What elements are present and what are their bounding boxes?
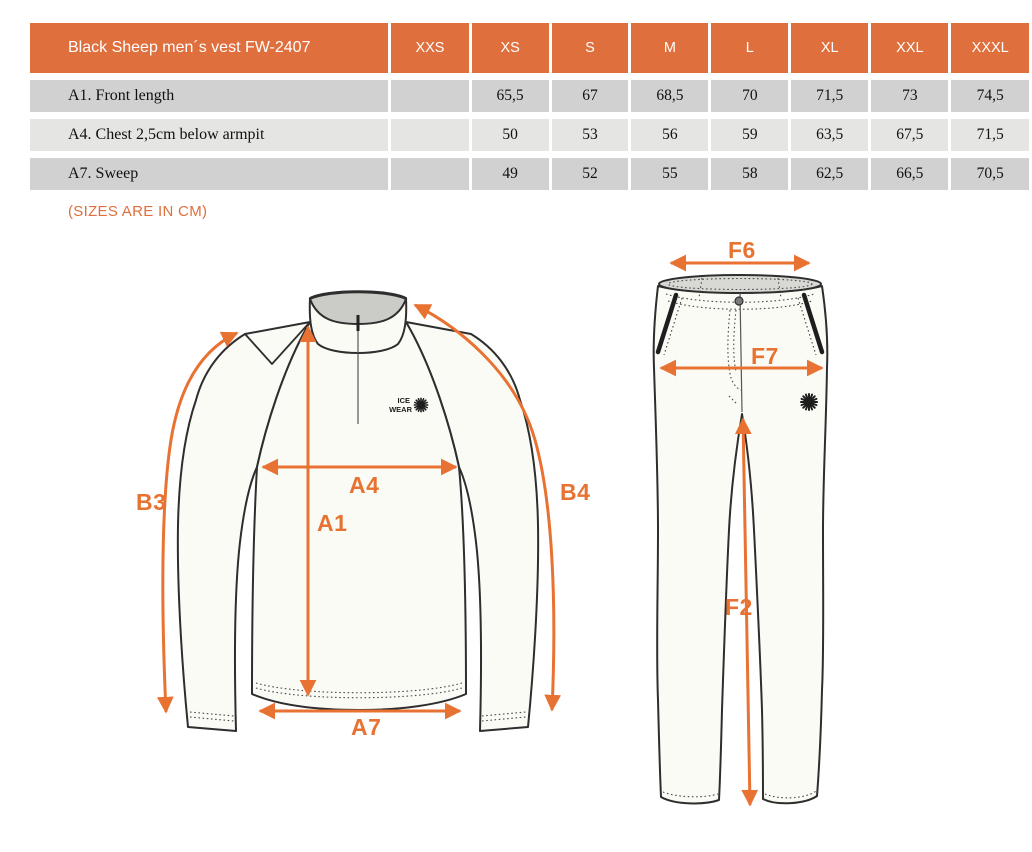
cell: 71,5	[791, 80, 868, 112]
units-note: (SIZES ARE IN CM)	[68, 203, 208, 220]
label-a1: A1	[317, 510, 348, 536]
label-a7: A7	[351, 714, 382, 740]
col-header-s: S	[552, 23, 629, 73]
cell: 58	[711, 158, 788, 190]
cell: 74,5	[951, 80, 1029, 112]
col-header-xxs: XXS	[391, 23, 468, 73]
col-header-l: L	[711, 23, 788, 73]
col-header-xl: XL	[791, 23, 868, 73]
cell: 62,5	[791, 158, 868, 190]
row-label: A4. Chest 2,5cm below armpit	[30, 119, 388, 151]
cell: 71,5	[951, 119, 1029, 151]
svg-text:ICE: ICE	[397, 396, 410, 405]
col-header-xxl: XXL	[871, 23, 948, 73]
label-f6: F6	[728, 237, 756, 263]
cell: 50	[472, 119, 549, 151]
cell: 59	[711, 119, 788, 151]
cell: 67,5	[871, 119, 948, 151]
col-header-xs: XS	[472, 23, 549, 73]
snowflake-icon	[414, 398, 427, 411]
waist-button	[735, 297, 743, 305]
cell: 55	[631, 158, 708, 190]
label-a4: A4	[349, 472, 380, 498]
svg-text:WEAR: WEAR	[389, 405, 412, 414]
row-label: A1. Front length	[30, 80, 388, 112]
cell: 70,5	[951, 158, 1029, 190]
cell: 63,5	[791, 119, 868, 151]
col-header-m: M	[631, 23, 708, 73]
cell: 53	[552, 119, 629, 151]
row-label: A7. Sweep	[30, 158, 388, 190]
label-b4: B4	[560, 479, 591, 505]
cell: 49	[472, 158, 549, 190]
label-f2: F2	[725, 594, 753, 620]
cell: 56	[631, 119, 708, 151]
cell: 67	[552, 80, 629, 112]
table-title: Black Sheep men´s vest FW-2407	[30, 23, 388, 73]
snowflake-icon	[801, 394, 817, 410]
cell: 66,5	[871, 158, 948, 190]
vest-drawing	[136, 291, 590, 740]
label-b3: B3	[136, 489, 167, 515]
cell: 65,5	[472, 80, 549, 112]
col-header-xxxl: XXXL	[951, 23, 1029, 73]
cell: 68,5	[631, 80, 708, 112]
label-f7: F7	[751, 343, 779, 369]
cell: 73	[871, 80, 948, 112]
cell: 70	[711, 80, 788, 112]
pants-drawing	[654, 237, 828, 805]
cell: 52	[552, 158, 629, 190]
